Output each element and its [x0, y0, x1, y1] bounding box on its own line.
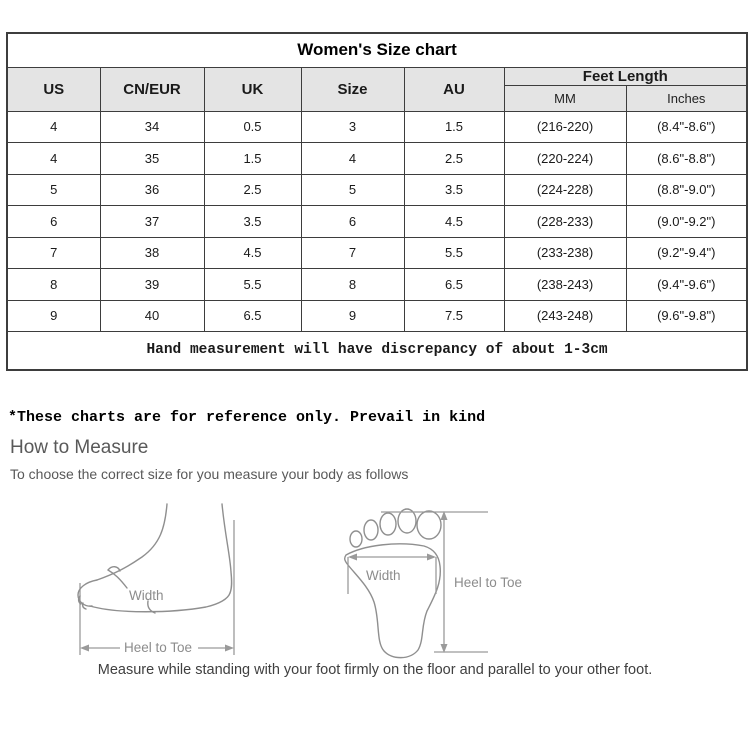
table-row — [7, 206, 747, 238]
column-header-inches: Inches — [626, 85, 747, 111]
table-cell: 4 — [301, 143, 404, 175]
table-cell: 9 — [301, 300, 404, 332]
table-cell: 8 — [7, 269, 100, 301]
table-cell: 34 — [100, 111, 204, 143]
how-to-measure-subtitle: To choose the correct size for you measure your body as follows — [10, 466, 409, 482]
how-to-measure-title: How to Measure — [10, 437, 149, 458]
table-cell: 5 — [7, 174, 100, 206]
foot-side-view-diagram — [70, 500, 260, 660]
width-label: Width — [366, 568, 401, 583]
table-cell: 4.5 — [404, 206, 504, 238]
table-footer-note: Hand measurement will have discrepancy of about 1-3cm — [7, 332, 747, 370]
table-row — [7, 174, 747, 206]
foot-sole-outline — [345, 509, 441, 658]
table-cell: (8.8"-9.0") — [626, 174, 747, 206]
table-cell: 2.5 — [404, 143, 504, 175]
table-cell: (216-220) — [504, 111, 626, 143]
table-cell: 7.5 — [404, 300, 504, 332]
table-cell: 6.5 — [204, 300, 301, 332]
table-cell: 38 — [100, 237, 204, 269]
table-cell: 0.5 — [204, 111, 301, 143]
table-cell: 40 — [100, 300, 204, 332]
table-cell: 7 — [7, 237, 100, 269]
table-cell: 4.5 — [204, 237, 301, 269]
table-row — [7, 237, 747, 269]
table-cell: (220-224) — [504, 143, 626, 175]
table-cell: (243-248) — [504, 300, 626, 332]
table-cell: 37 — [100, 206, 204, 238]
table-cell: (224-228) — [504, 174, 626, 206]
column-header-au: AU — [404, 67, 504, 111]
table-cell: (233-238) — [504, 237, 626, 269]
table-cell: (9.6"-9.8") — [626, 300, 747, 332]
table-cell: 4 — [7, 111, 100, 143]
table-cell: 6 — [301, 206, 404, 238]
foot-top-view-diagram — [336, 498, 541, 666]
table-cell: (9.2"-9.4") — [626, 237, 747, 269]
table-row — [7, 300, 747, 332]
column-header-size: Size — [301, 67, 404, 111]
table-cell: 3.5 — [404, 174, 504, 206]
table-cell: 5.5 — [404, 237, 504, 269]
table-cell: 6.5 — [404, 269, 504, 301]
reference-note: *These charts are for reference only. Prevail in kind — [8, 409, 486, 426]
table-cell: (238-243) — [504, 269, 626, 301]
table-cell: 2.5 — [204, 174, 301, 206]
column-group-feet-length: Feet Length — [504, 67, 747, 85]
table-cell: 7 — [301, 237, 404, 269]
table-cell: (228-233) — [504, 206, 626, 238]
table-cell: 1.5 — [204, 143, 301, 175]
table-cell: (9.4"-9.6") — [626, 269, 747, 301]
table-row — [7, 111, 747, 143]
table-cell: 39 — [100, 269, 204, 301]
table-cell: 5.5 — [204, 269, 301, 301]
arrowhead-left-icon — [80, 645, 89, 652]
table-cell: 4 — [7, 143, 100, 175]
column-header-uk: UK — [204, 67, 301, 111]
table-cell: (9.0"-9.2") — [626, 206, 747, 238]
measure-instruction-note: Measure while standing with your foot firmly on the floor and parallel to your other foot. — [97, 662, 653, 678]
table-title: Women's Size chart — [7, 33, 747, 67]
table-cell: 5 — [301, 174, 404, 206]
heel-to-toe-label: Heel to Toe — [123, 640, 193, 655]
table-row — [7, 269, 747, 301]
table-cell: 3.5 — [204, 206, 301, 238]
table-cell: (8.4"-8.6") — [626, 111, 747, 143]
arrowhead-right-icon — [225, 645, 234, 652]
column-header-us: US — [7, 67, 100, 111]
size-chart-table — [6, 32, 748, 371]
table-row — [7, 143, 747, 175]
table-cell: 35 — [100, 143, 204, 175]
column-header-cneur: CN/EUR — [100, 67, 204, 111]
column-header-mm: MM — [504, 85, 626, 111]
table-cell: (8.6"-8.8") — [626, 143, 747, 175]
heel-to-toe-label: Heel to Toe — [454, 575, 523, 590]
table-cell: 36 — [100, 174, 204, 206]
table-cell: 8 — [301, 269, 404, 301]
table-cell: 1.5 — [404, 111, 504, 143]
table-cell: 9 — [7, 300, 100, 332]
width-label: Width — [129, 588, 164, 603]
table-cell: 6 — [7, 206, 100, 238]
table-cell: 3 — [301, 111, 404, 143]
